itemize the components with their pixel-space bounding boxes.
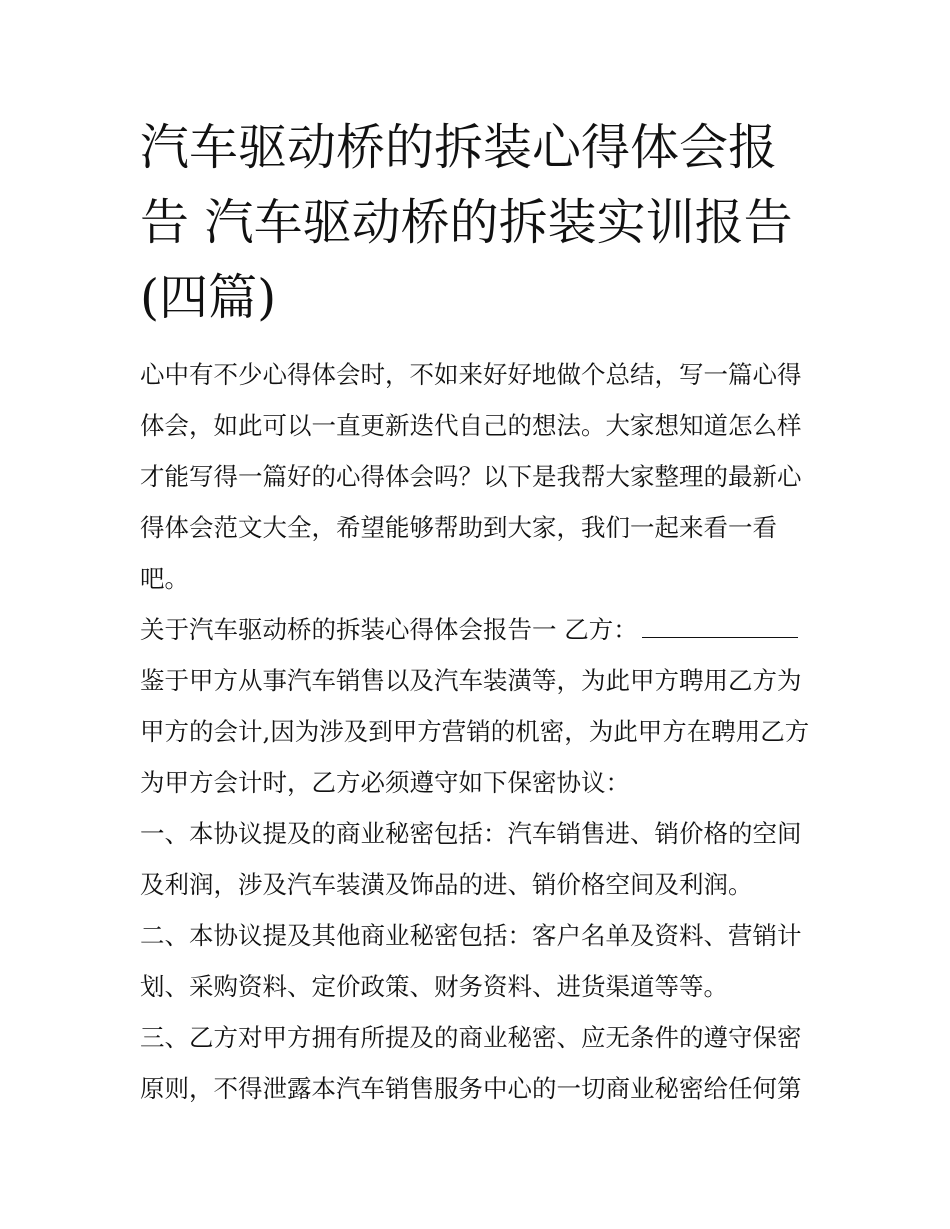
section-heading-paragraph xyxy=(140,604,815,655)
title-line-1: 汽车驱动桥的拆装心得体会报 xyxy=(140,119,778,176)
intro-paragraph: 心中有不少心得体会时，不如来好好地做个总结，写一篇心得体会，如此可以一直更新迭代自己的想法。大家想知道怎么样才能写得一篇好的心得体会吗？以下是我帮大家整理的最新心得体会范文大全，希望能够帮助到大家，我们一起来看一看吧。 xyxy=(140,360,802,593)
party-b-blank-line xyxy=(642,613,798,638)
clause-3-paragraph: 三、乙方对甲方拥有所提及的商业秘密、应无条件的遵守保密原则，不得泄露本汽车销售服务中心的一切商业秘密给任何第 xyxy=(140,1023,802,1103)
title-line-2: 告 汽车驱动桥的拆装实训报告 xyxy=(140,194,793,251)
section-heading-text: 关于汽车驱动桥的拆装心得体会报告一 乙方： xyxy=(140,615,638,644)
document-body xyxy=(140,349,815,1114)
title-line-3: (四篇) xyxy=(140,269,277,326)
document-content xyxy=(140,110,815,1114)
clause-2-paragraph: 二、本协议提及其他商业秘密包括：客户名单及资料、营销计划、采购资料、定价政策、财务资料、进货渠道等等。 xyxy=(140,921,802,1001)
preamble-paragraph: 鉴于甲方从事汽车销售以及汽车装潢等，为此甲方聘用乙方为甲方的会计,因为涉及到甲方营销的机密，为此甲方在聘用乙方为甲方会计时，乙方必须遵守如下保密协议： xyxy=(140,666,810,797)
document-title xyxy=(140,110,815,335)
clause-1-paragraph: 一、本协议提及的商业秘密包括：汽车销售进、销价格的空间及利润，涉及汽车装潢及饰品的进、销价格空间及利润。 xyxy=(140,819,802,899)
